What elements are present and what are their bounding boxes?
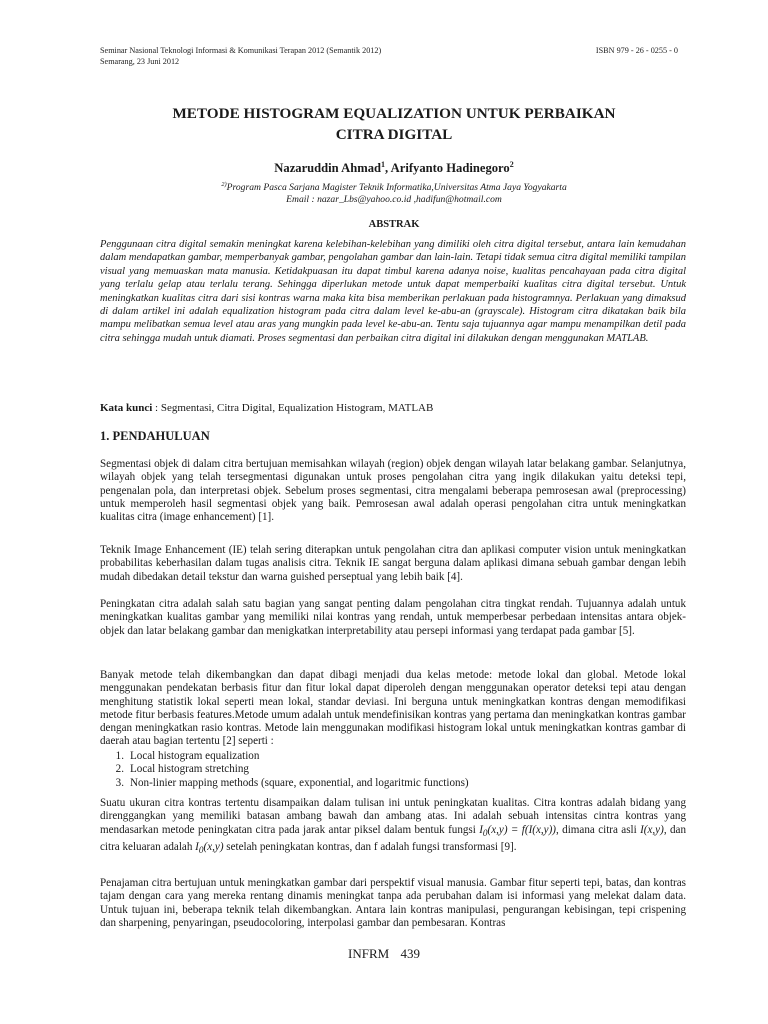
affiliation: Program Pasca Sarjana Magister Teknik Informatika,Universitas Atma Jaya Yogyakarta xyxy=(226,182,567,194)
section-heading: 1. PENDAHULUAN xyxy=(100,429,210,443)
paper-title xyxy=(100,103,688,145)
keywords-label: Kata kunci xyxy=(100,402,153,414)
page-footer xyxy=(0,946,768,962)
conference-date: Semarang, 23 Juni 2012 xyxy=(100,57,180,66)
paragraph-6: Penajaman citra bertujuan untuk meningkatkan gambar dari perspektif visual manusia. Gambar fitur seperti tepi, batas, dan kontras tajam dengan cara yang mereka rentang dinamis meningkat tanpa ada perubahan dalam isi informasi yang melekat dalam data. Untuk tujuan ini, beberapa teknik telah dikembangkan. Antara lain kontras manipulasi, pengurangan kebisingan, tepi crispening dan sharpening, penyaringan, pseudocoloring, interpolasi gambar dan pembesaran. Kontras xyxy=(100,877,686,929)
method-list xyxy=(100,750,469,790)
author-separator: , xyxy=(385,161,391,176)
title-line-2: CITRA DIGITAL xyxy=(335,126,453,143)
abstract-heading: ABSTRAK xyxy=(368,219,420,230)
abstract-text: Penggunaan citra digital semakin meningkat karena kelebihan-kelebihan yang dimiliki oleh citra digital tersebut, antara lain kemudahan dalam mendapatkan gambar, memperbanyak gambar, pengolahan gambar dan lain-lain. Tetapi tidak semua citra digital memiliki tampilan visual yang memuaskan mata manusia. Ketidakpuasan itu dapat timbul karena adanya noise, kualitas pencahayaan pada citra digital yang terlalu gelap atau terlalu terang. Sehingga diperlukan metode untuk dapat memperbaiki kualitas citra digital tersebut. Untuk meningkatkan kualitas citra dari sisi kontras warna maka kita bisa memberikan perlakuan pada histogramnya. Perlakuan yang dimaksud di dalam artikel ini adalah equalization histogram pada citra dalam level ke-abu-an (grayscale). Histogram citra dikatakan baik bila mampu melibatkan semua level atau aras yang mungkin pada level ke-abu-an. Tentu saja tujuannya agar mampu menampilkan detil pada citra sehingga mudah untuk diamati. Proses segmentasi dan perbaikan citra digital ini dilakukan dengan menggunakan MATLAB. xyxy=(100,239,686,344)
paragraph-4: Banyak metode telah dikembangkan dan dapat dibagi menjadi dua kelas metode: metode lokal dan global. Metode lokal menggunakan pendekatan berbasis fitur dan fitur lokal dapat diperoleh dengan menggunakan operator deteksi tepi atau dengan menghitung statistik lokal seperti mean lokal, standar deviasi. Ini berguna untuk meningkatkan kontras dengan memodifikasi metode fitur berbasis features.Metode umum adalah untuk mendefinisikan kontras yang pertama dan meningkatkan kontras gambar dengan meningkatkan rasio kontras. Metode lain menggunakan modifikasi histogram lokal untuk meningkatkan kontras gambar di daerah atau bagian tertentu [2] seperti : xyxy=(100,669,686,748)
affiliation-sup: 2) xyxy=(221,181,227,188)
formula: $I_0(x,y) = f(I(x,y))$ xyxy=(479,823,556,839)
list-item: 2. Local histogram stretching xyxy=(115,763,249,776)
affiliation-block xyxy=(100,179,688,206)
author-2-sup: 2 xyxy=(509,160,514,169)
formula: I(x,y) xyxy=(640,823,664,836)
paragraph-5: Suatu ukuran citra kontras tertentu disampaikan dalam tulisan ini untuk peningkatan kualitas. Citra kontras adalah bidang yang direnggangkan yang memiliki batasan ambang bawah dan ambang atas. Ini adalah sebuah intensitas cintra kontras yang mendasarkan metode peningkatan citra pada jarak antar piksel dalam bentuk fungsi $I_0(x,y) = f(I(x,y))$, dimana citra asli I(x,y), dan citra keluaran adalah $I_0(x,y)$ setelah peningkatan kontras, dan f adalah fungsi transformasi [9]. xyxy=(100,797,686,857)
isbn: ISBN 979 - 26 - 0255 - 0 xyxy=(595,46,678,55)
list-item: 3. Non-linier mapping methods (square, exponential, and logaritmic functions) xyxy=(115,776,469,789)
paragraph-3: Peningkatan citra adalah salah satu bagian yang sangat penting dalam pengolahan citra tingkat rendah. Tujuannya adalah untuk meningkatkan kualitas gambar yang memiliki nilai kontras yang rendah, untuk memperbesar perbedaan intensitas antara objek-objek dan latar belakang gambar dan menigkatkan interpretability atau persepi informasi yang terdapat pada gambar [5]. xyxy=(100,598,686,637)
keywords-text: : Segmentasi, Citra Digital, Equalization Histogram, MATLAB xyxy=(152,402,434,414)
paragraph-1: Segmentasi objek di dalam citra bertujuan memisahkan wilayah (region) objek dengan wilayah latar belakang gambar. Selanjutnya, wilayah objek yang telah tersegmentasi digunakan untuk proses pengolahan citra yang ingik dilakukan yaitu deteksi tepi, pengenalan pola, dan interpretasi objek. Sebelum proses segmentasi, citra mengalami beberapa pemrosesan awal (preprocessing) untuk memperoleh hasil segmentasi objek yang baik. Pemrosesan awal adalah operasi pengolahan citra untuk meningkatkan kualitas citra (image enhancement) [1]. xyxy=(100,458,686,524)
author-1-sup: 1 xyxy=(381,160,386,169)
footer-label: INFRM xyxy=(348,946,390,961)
running-header xyxy=(100,45,381,67)
paragraph-2: Teknik Image Enhancement (IE) telah sering diterapkan untuk pengolahan citra dan aplikasi computer vision untuk meningkatkan probabilitas keberhasilan dalam tugas analisis citra. Teknik IE sangat berguna dalam aplikasi dimana sebuah gambar dengan lebih mudah dibedakan detail tekstur dan warna guished perseptual yang lebih baik [4]. xyxy=(100,544,686,583)
conference-name: Seminar Nasional Teknologi Informasi & Komunikasi Terapan 2012 (Semantik 2012) xyxy=(100,46,382,55)
keywords xyxy=(100,402,686,415)
title-line-1: METODE HISTOGRAM EQUALIZATION UNTUK PERBAIKAN xyxy=(172,105,616,122)
formula: $I_0(x,y)$ xyxy=(195,841,224,857)
list-item: 1. Local histogram equalization xyxy=(115,750,260,762)
author-email: Email : nazar_Lbs@yahoo.co.id ,hadifun@hotmail.com xyxy=(286,194,502,206)
author-list xyxy=(100,157,688,176)
author-2: Arifyanto Hadinegoro xyxy=(390,161,510,176)
page-number: 439 xyxy=(400,946,420,961)
author-1: Nazaruddin Ahmad xyxy=(274,161,382,176)
